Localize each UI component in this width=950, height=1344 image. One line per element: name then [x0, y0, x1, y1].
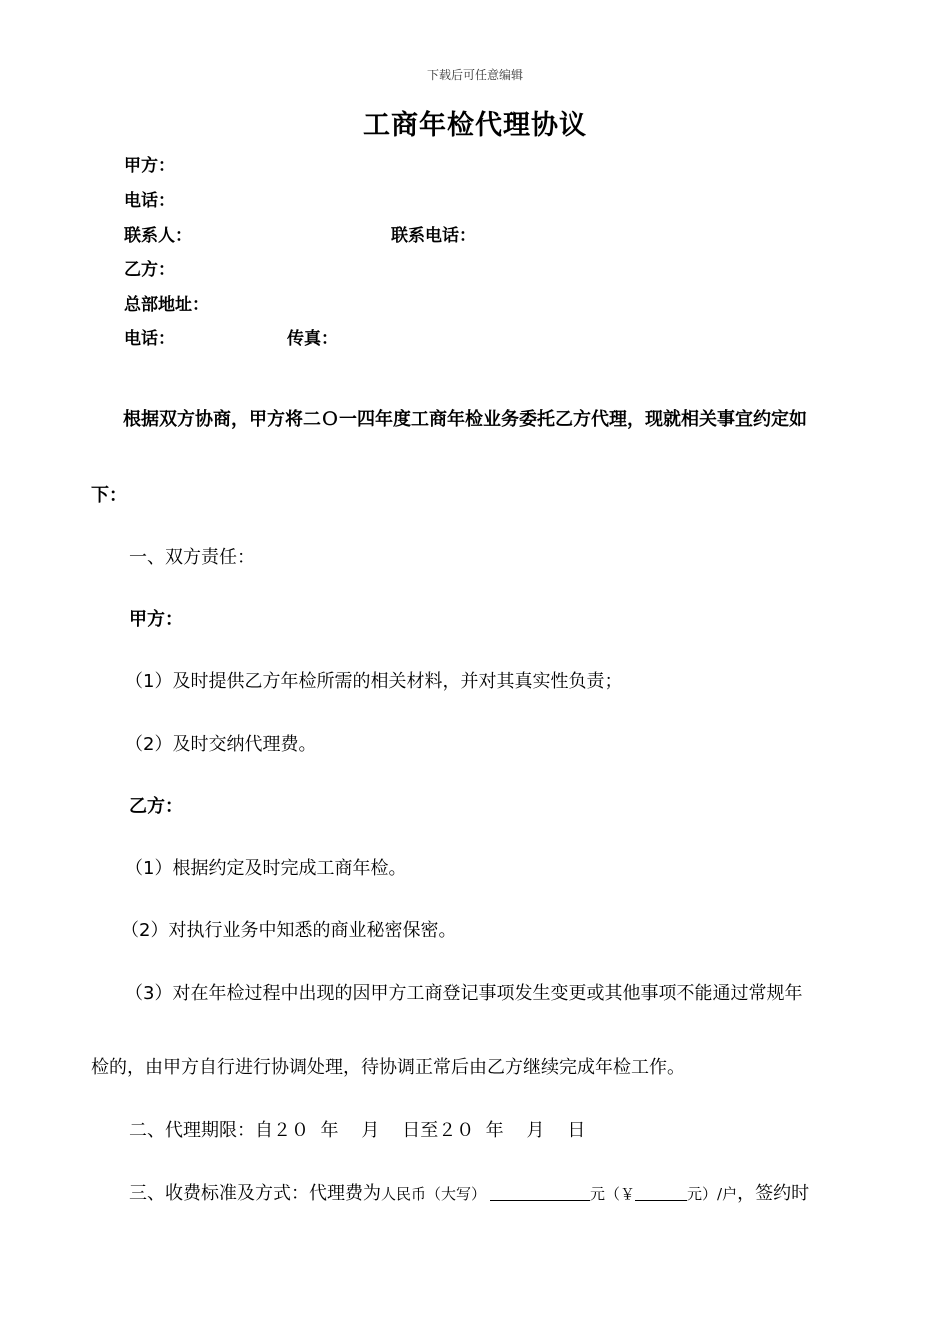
party-b-duty-1: （1）根据约定及时完成工商年检。 — [125, 858, 407, 879]
party-a-contact-phone-label: 联系电话： — [391, 226, 476, 246]
rmb-uppercase-label: 人民币（大写） — [381, 1185, 487, 1203]
section-3-prefix: 三、收费标准及方式：代理费为 — [129, 1183, 381, 1204]
party-b-duty-3-line-1: （3）对在年检过程中出现的因甲方工商登记事项发生变更或其他事项不能通过常规年 — [125, 983, 803, 1004]
party-b-fax-label: 传真： — [287, 329, 338, 349]
party-a-contact-label: 联系人： — [124, 226, 192, 246]
party-b-duty-3-line-2: 检的，由甲方自行进行协调处理，待协调正常后由乙方继续完成年检工作。 — [91, 1057, 685, 1078]
party-a-duty-2: （2）及时交纳代理费。 — [125, 734, 317, 755]
document-title: 工商年检代理协议 — [363, 110, 587, 141]
party-a-duty-1: （1）及时提供乙方年检所需的相关材料，并对其真实性负责； — [125, 671, 623, 692]
section-3-suffix: ，签约时 — [737, 1183, 810, 1204]
rmb-amount-blank — [635, 1182, 687, 1201]
section-3-fees — [129, 1179, 809, 1205]
party-a-phone-label: 电话： — [124, 191, 175, 211]
intro-line-2: 下： — [91, 485, 127, 506]
party-b-phone-label: 电话： — [124, 329, 175, 349]
party-a-duties-heading: 甲方： — [129, 609, 183, 630]
section-2-term: 二、代理期限：自２０ 年 月 日至２０ 年 月 日 — [129, 1120, 586, 1141]
intro-line-1: 根据双方协商，甲方将二Ｏ一四年度工商年检业务委托乙方代理，现就相关事宜约定如 — [123, 409, 807, 430]
party-b-hq-address-label: 总部地址： — [124, 295, 209, 315]
yuan-open-label: 元（￥ — [590, 1185, 636, 1203]
rmb-uppercase-blank — [490, 1182, 590, 1201]
party-b-duties-heading: 乙方： — [129, 796, 183, 817]
header-note: 下载后可任意编辑 — [426, 68, 523, 82]
party-b-label: 乙方： — [124, 260, 175, 280]
section-1-heading: 一、双方责任： — [129, 547, 255, 568]
party-a-label: 甲方： — [124, 156, 175, 176]
party-b-duty-2: （2）对执行业务中知悉的商业秘密保密。 — [121, 920, 457, 941]
yuan-close-label: 元）/户 — [687, 1185, 738, 1203]
